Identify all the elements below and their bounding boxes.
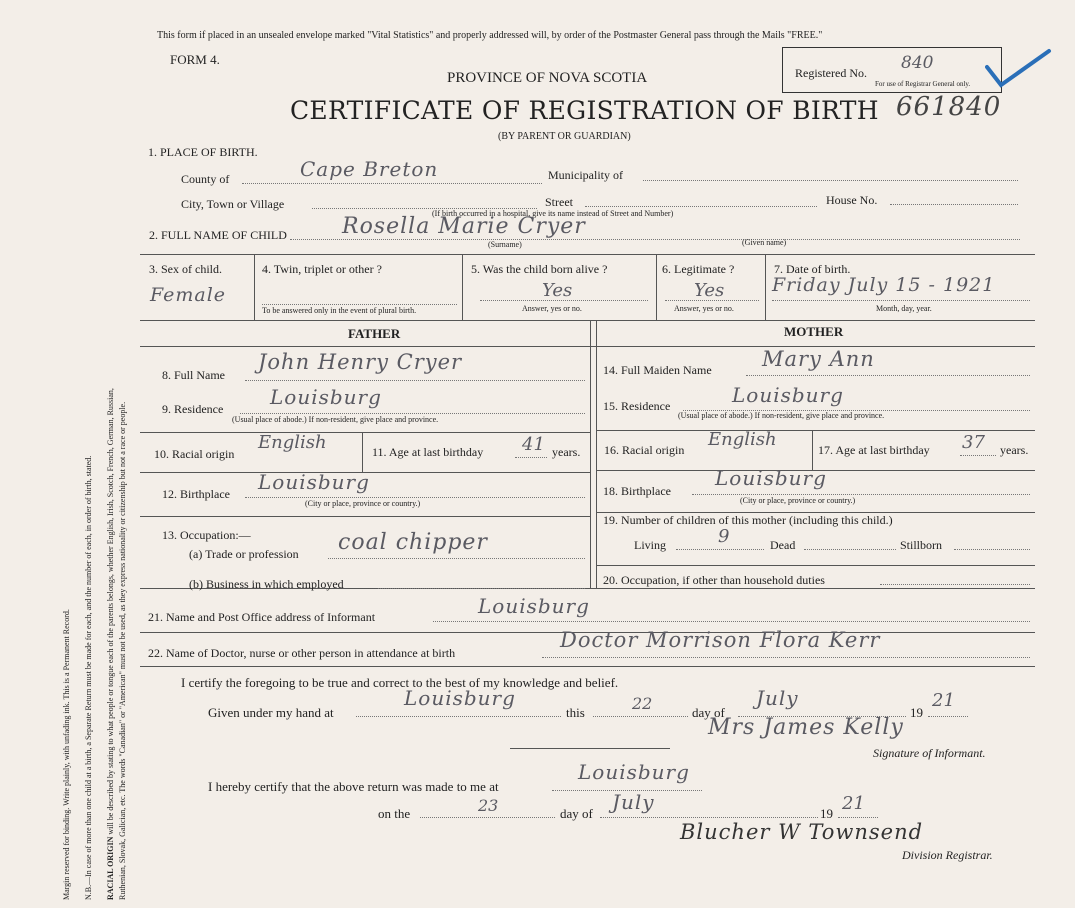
cert-day-value: 22 (632, 694, 653, 713)
certificate-title: CERTIFICATE OF REGISTRATION OF BIRTH (290, 96, 879, 125)
title-handwritten-number: 661840 (896, 92, 1002, 122)
mother-name-label: 14. Full Maiden Name (603, 363, 712, 377)
legit-value: Yes (694, 280, 725, 301)
registrar-signature: Blucher W Townsend (680, 820, 924, 844)
place-heading: 1. PLACE OF BIRTH. (148, 145, 258, 159)
form-number: FORM 4. (170, 52, 220, 67)
cert-year-prefix: 19 (910, 705, 923, 720)
father-occupation-label: 13. Occupation:— (162, 528, 251, 542)
side-note-3 (106, 388, 115, 900)
given-place: Louisburg (404, 686, 516, 710)
mother-residence-label: 15. Residence (603, 399, 671, 413)
father-name-value: John Henry Cryer (258, 350, 463, 374)
dead-label: Dead (770, 538, 796, 552)
province: PROVINCE OF NOVA SCOTIA (447, 70, 648, 86)
registrar-on-label: on the (378, 806, 411, 821)
hospital-note: (If birth occurred in a hospital, give its name instead of Street and Number) (432, 209, 674, 218)
father-race-value: English (258, 432, 327, 453)
informant-signature-label: Signature of Informant. (873, 746, 986, 760)
father-age-value: 41 (522, 434, 545, 455)
father-birthplace-label: 12. Birthplace (162, 487, 230, 501)
house-label: House No. (826, 193, 878, 207)
given-label: Given under my hand at (208, 705, 334, 720)
mother-birthplace-label: 18. Birthplace (603, 484, 671, 498)
father-name-label: 8. Full Name (162, 368, 225, 382)
side-note-1: Margin reserved for binding. Write plainly, with unfading ink. This is a Permanent Record. (62, 609, 71, 900)
mother-occupation-label: 20. Occupation, if other than household duties (603, 573, 825, 587)
mother-residence-note: (Usual place of abode.) If non-resident, give place and province. (678, 411, 885, 420)
side-note-3-bold: RACIAL ORIGIN (106, 836, 115, 900)
municipality-label: Municipality of (548, 168, 623, 182)
twin-label: 4. Twin, triplet or other ? (262, 262, 382, 276)
father-business-label: (b) Business in which employed (189, 577, 344, 591)
check-mark-icon (985, 45, 1055, 95)
cert-year-value: 21 (932, 690, 955, 711)
registrar-signature-label: Division Registrar. (902, 848, 993, 862)
informant-value: Louisburg (478, 594, 590, 618)
mother-birthplace-note: (City or place, province or country.) (740, 496, 856, 505)
street-label: Street (545, 195, 573, 209)
mother-residence-value: Louisburg (732, 383, 844, 407)
cert-month-value: July (756, 686, 799, 710)
registrar-month-value: July (612, 790, 655, 814)
alive-value: Yes (542, 280, 573, 301)
certify-line: I certify the foregoing to be true and correct to the best of my knowledge and belief. (181, 675, 619, 690)
legit-note: Answer, yes or no. (674, 304, 734, 313)
father-residence-value: Louisburg (270, 385, 382, 409)
mother-children-label: 19. Number of children of this mother (including this child.) (603, 513, 893, 527)
cert-day-label: day of (692, 705, 725, 720)
surname-note: (Surname) (488, 240, 522, 249)
father-birthplace-note: (City or place, province or country.) (305, 499, 421, 508)
side-note-2: N.B.—In case of more than one child at a birth, a Separate Return must be made for each, and the number of each, in order of birth, stated. (84, 455, 93, 900)
mother-name-value: Mary Ann (762, 347, 875, 371)
side-note-4: Ruthenian, Slovak, Galician, etc. The words "Canadian" or "American" must not be used, as they express nationality or citizenship but not a race or people. (118, 401, 127, 900)
mother-race-value: English (708, 429, 777, 450)
sex-label: 3. Sex of child. (149, 262, 222, 276)
mother-heading: MOTHER (784, 324, 844, 339)
registered-box (782, 47, 1002, 93)
mother-age-value: 37 (962, 432, 985, 453)
registered-note: For use of Registrar General only. (875, 80, 971, 88)
father-trade-label: (a) Trade or profession (189, 547, 299, 561)
informant-label: 21. Name and Post Office address of Informant (148, 610, 376, 624)
stillborn-label: Stillborn (900, 538, 943, 552)
given-note: (Given name) (742, 238, 787, 247)
dob-note: Month, day, year. (876, 304, 932, 313)
dob-value: Friday July 15 - 1921 (772, 274, 996, 296)
father-residence-note: (Usual place of abode.) If non-resident, give place and province. (232, 415, 439, 424)
registered-value: 840 (901, 53, 934, 73)
registrar-place: Louisburg (578, 760, 690, 784)
mother-age-unit: years. (1000, 443, 1029, 457)
informant-signature: Mrs James Kelly (708, 715, 904, 740)
father-heading: FATHER (348, 326, 401, 341)
registrar-line: I hereby certify that the above return was made to me at (208, 779, 499, 794)
father-birthplace-value: Louisburg (258, 470, 370, 494)
county-value: Cape Breton (300, 157, 439, 181)
alive-note: Answer, yes or no. (522, 304, 582, 313)
top-notice: This form if placed in an unsealed envelope marked "Vital Statistics" and properly addressed will, by order of the Postmaster General pass through the Mails "FREE." (157, 30, 823, 41)
registrar-year-value: 21 (842, 793, 865, 814)
mother-birthplace-value: Louisburg (715, 466, 827, 490)
living-value: 9 (718, 526, 730, 547)
mother-race-label: 16. Racial origin (604, 443, 685, 457)
child-name-value: Rosella Marie Cryer (342, 214, 586, 239)
registrar-year-prefix: 19 (820, 806, 833, 821)
father-residence-label: 9. Residence (162, 402, 224, 416)
mother-age-label: 17. Age at last birthday (818, 443, 930, 457)
registrar-day-label: day of (560, 806, 593, 821)
alive-label: 5. Was the child born alive ? (471, 262, 608, 276)
living-label: Living (634, 538, 666, 552)
father-age-unit: years. (552, 445, 581, 459)
side-note-3-text: will be described by stating to what people or tongue each of the parents belongs, whether English, Irish, Scotch, French, German, Russian, (106, 388, 115, 835)
subtitle: (BY PARENT OR GUARDIAN) (498, 131, 631, 142)
attendant-value: Doctor Morrison Flora Kerr (560, 628, 881, 652)
this-label: this (566, 705, 585, 720)
registrar-day-value: 23 (478, 796, 499, 815)
father-race-label: 10. Racial origin (154, 447, 235, 461)
attendant-label: 22. Name of Doctor, nurse or other person in attendance at birth (148, 646, 456, 660)
dob-label: 7. Date of birth. (774, 262, 851, 276)
city-label: City, Town or Village (181, 197, 285, 211)
twin-note: To be answered only in the event of plural birth. (262, 306, 417, 315)
father-age-label: 11. Age at last birthday (372, 445, 484, 459)
county-label: County of (181, 172, 230, 186)
child-name-label: 2. FULL NAME OF CHILD (149, 228, 287, 242)
father-trade-value: coal chipper (338, 530, 488, 555)
registered-label: Registered No. (795, 66, 867, 80)
sex-value: Female (150, 284, 227, 306)
legit-label: 6. Legitimate ? (662, 262, 735, 276)
